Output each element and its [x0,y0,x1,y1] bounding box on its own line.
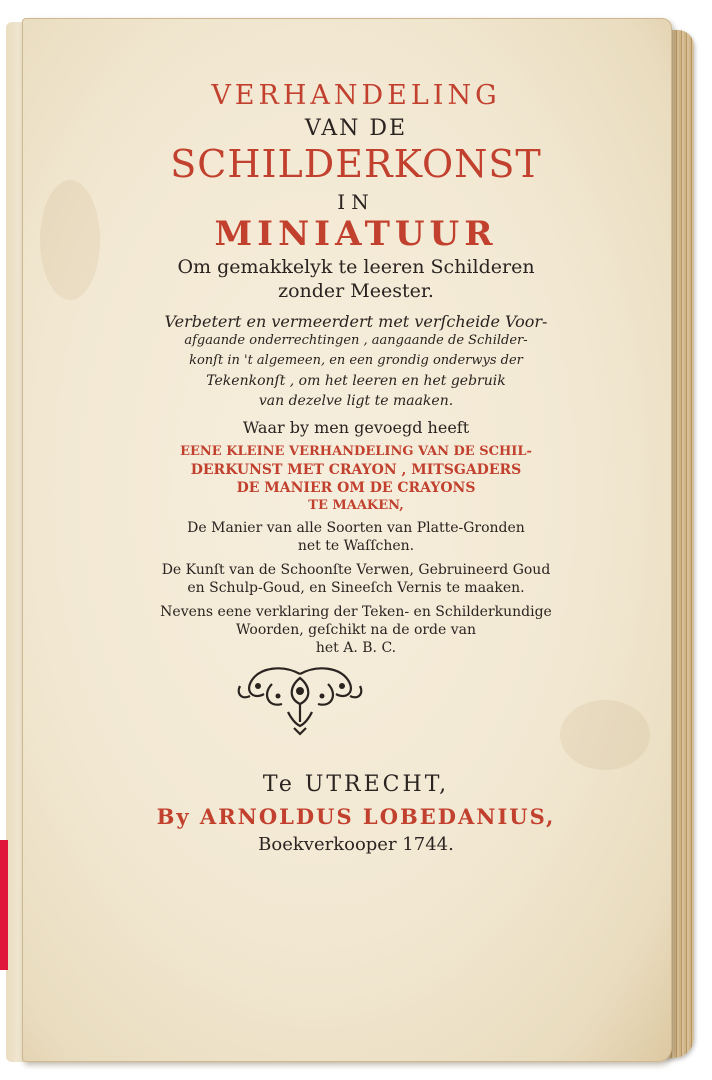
nevens-line: het A. B. C. [315,640,397,656]
red-marker-tab [0,840,8,970]
crayon-line: EENE KLEINE VERHANDELING VAN DE SCHIL- [180,444,532,459]
kunst-line: en Schulp-Goud, en Sineeſch Vernis te maaken. [187,580,525,596]
kunst-line: De Kunſt van de Schoonſte Verwen, Gebruineerd Goud [161,562,551,578]
imprint-bookseller: Boekverkooper 1744. [258,834,454,855]
title-line-van-de: VAN DE [304,116,408,141]
waar-by-line: Waar by men gevoegd heeft [242,418,470,437]
subtitle-line-2: zonder Meester. [278,280,434,302]
floral-vignette-icon [232,664,368,736]
title-line-miniatuur: MINIATUUR [214,214,498,254]
paper-stain [560,700,650,770]
improved-line: konſt in 't algemeen, en een grondig onderwys der [189,353,523,368]
improved-line: Tekenkonſt , om het leeren en het gebruik [206,373,506,389]
crayon-line: DERKUNST MET CRAYON , MITSGADERS [190,462,522,478]
improved-line: van dezelve ligt te maaken. [258,393,454,409]
nevens-line: Nevens eene verklaring der Teken- en Schilderkundige [160,604,552,620]
title-line-verhandeling: VERHANDELING [211,80,501,111]
title-line-in: IN [337,190,375,214]
manier-line: De Manier van alle Soorten van Platte-Gronden [187,520,525,536]
imprint-printer: By ARNOLDUS LOBEDANIUS, [156,804,556,829]
crayon-line: DE MANIER OM DE CRAYONS [236,480,476,496]
improved-line: Verbetert en vermeerdert met verſcheide Voor- [164,312,548,331]
subtitle-line-1: Om gemakkelyk te leeren Schilderen [177,256,535,278]
improved-line: afgaande onderrechtingen , aangaande de Schilder- [184,333,528,348]
title-line-schilderkonst: SCHILDERKONST [170,142,542,186]
imprint-place: Te UTRECHT, [262,772,450,797]
crayon-line: TE MAAKEN, [308,498,404,513]
nevens-line: Woorden, geſchikt na de orde van [235,622,477,638]
manier-line: net te Waſſchen. [297,538,415,554]
